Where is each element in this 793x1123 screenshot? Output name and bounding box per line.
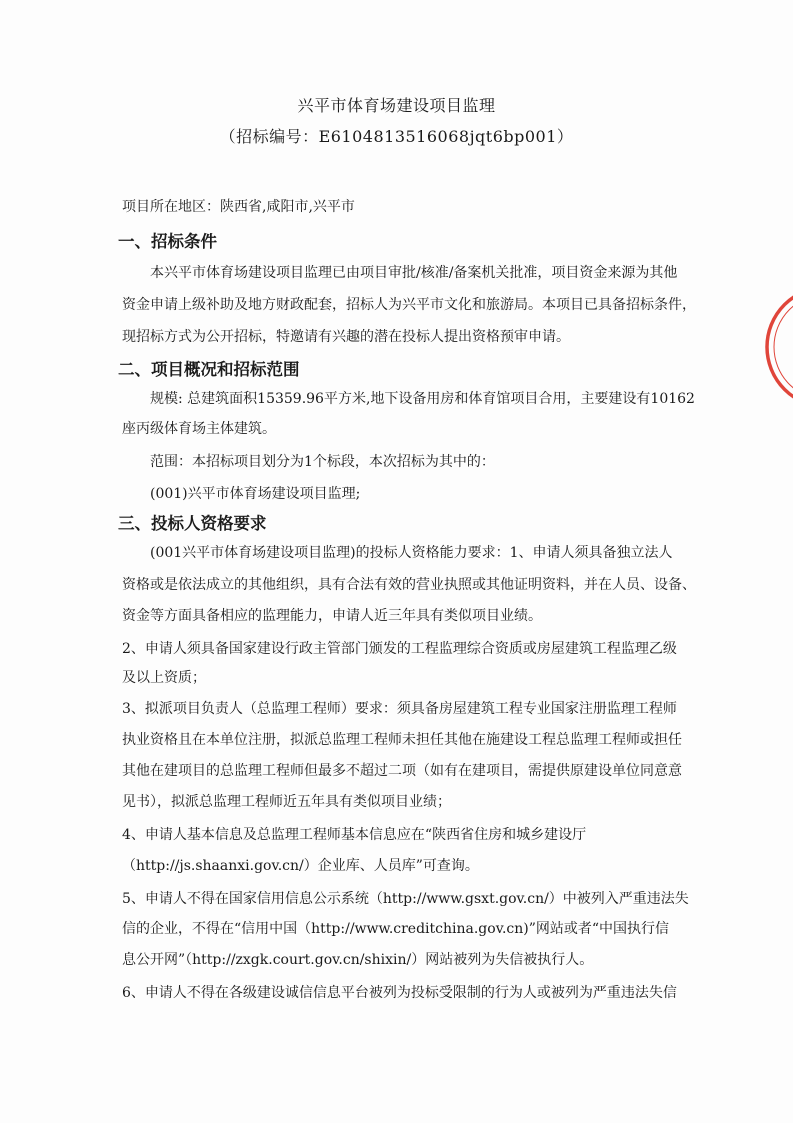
paragraph-line: 及以上资质； (122, 670, 206, 686)
paragraph-line: 现招标方式为公开招标，特邀请有兴趣的潜在投标人提出资格预审申请。 (122, 329, 570, 345)
official-seal (762, 282, 793, 412)
paragraph-line: 资金申请上级补助及地方财政配套，招标人为兴平市文化和旅游局。本项目已具备招标条件， (122, 297, 696, 313)
section-heading: 三、投标人资格要求 (118, 514, 267, 533)
paragraph-line: (001兴平市体育场建设项目监理)的投标人资格能力要求：1、申请人须具备独立法人 (150, 545, 673, 561)
paragraph-line: 资金等方面具备相应的监理能力，申请人近三年具有类似项目业绩。 (122, 608, 542, 624)
paragraph-line: 规模: 总建筑面积15359.96平方米,地下设备用房和体育馆项目合用，主要建设有10162 (150, 391, 695, 407)
bid-number: （招标编号：E6104813516068jqt6bp001） (219, 127, 574, 146)
paragraph-line: 执业资格且在本单位注册，拟派总监理工程师未担任其他在施建设工程总监理工程师或担任 (122, 732, 682, 748)
section-heading: 二、项目概况和招标范围 (118, 360, 300, 379)
paragraph-line: 信的企业，不得在“信用中国（http://www.creditchina.gov.cn)”网站或者“中国执行信 (122, 921, 670, 937)
paragraph-line: (001)兴平市体育场建设项目监理; (150, 486, 361, 502)
paragraph-line: 资格或是依法成立的其他组织，具有合法有效的营业执照或其他证明资料，并在人员、设备、 (122, 577, 696, 593)
paragraph-line: 3、拟派项目负责人（总监理工程师）要求：须具备房屋建筑工程专业国家注册监理工程师 (122, 701, 677, 717)
paragraph-line: 5、申请人不得在国家信用信息公示系统（http://www.gsxt.gov.cn/）中被列入严重违法失 (122, 891, 689, 907)
paragraph-line: 座丙级体育场主体建筑。 (122, 421, 276, 437)
section-heading: 一、招标条件 (118, 232, 217, 251)
paragraph-line: 本兴平市体育场建设项目监理已由项目审批/核准/备案机关批准，项目资金来源为其他 (150, 265, 678, 281)
project-location: 项目所在地区：陕西省,咸阳市,兴平市 (122, 199, 355, 215)
paragraph-line: 6、申请人不得在各级建设诚信信息平台被列为投标受限制的行为人或被列为严重违法失信 (122, 985, 677, 1001)
paragraph-line: 息公开网”（http://zxgk.court.gov.cn/shixin/）网站被列为失信被执行人。 (122, 952, 594, 968)
paragraph-line: 范围：本招标项目划分为1个标段，本次招标为其中的： (150, 454, 495, 470)
paragraph-line: 其他在建项目的总监理工程师但最多不超过二项（如有在建项目，需提供原建设单位同意意 (122, 763, 682, 779)
paragraph-line: （http://js.shaanxi.gov.cn/）企业库、人员库”可查询。 (122, 858, 479, 874)
paragraph-line: 见书），拟派总监理工程师近五年具有类似项目业绩； (122, 794, 451, 810)
paragraph-line: 4、申请人基本信息及总监理工程师基本信息应在“陕西省住房和城乡建设厅 (122, 827, 587, 843)
paragraph-line: 2、申请人须具备国家建设行政主管部门颁发的工程监理综合资质或房屋建筑工程监理乙级 (122, 641, 677, 657)
document-title: 兴平市体育场建设项目监理 (297, 96, 496, 115)
